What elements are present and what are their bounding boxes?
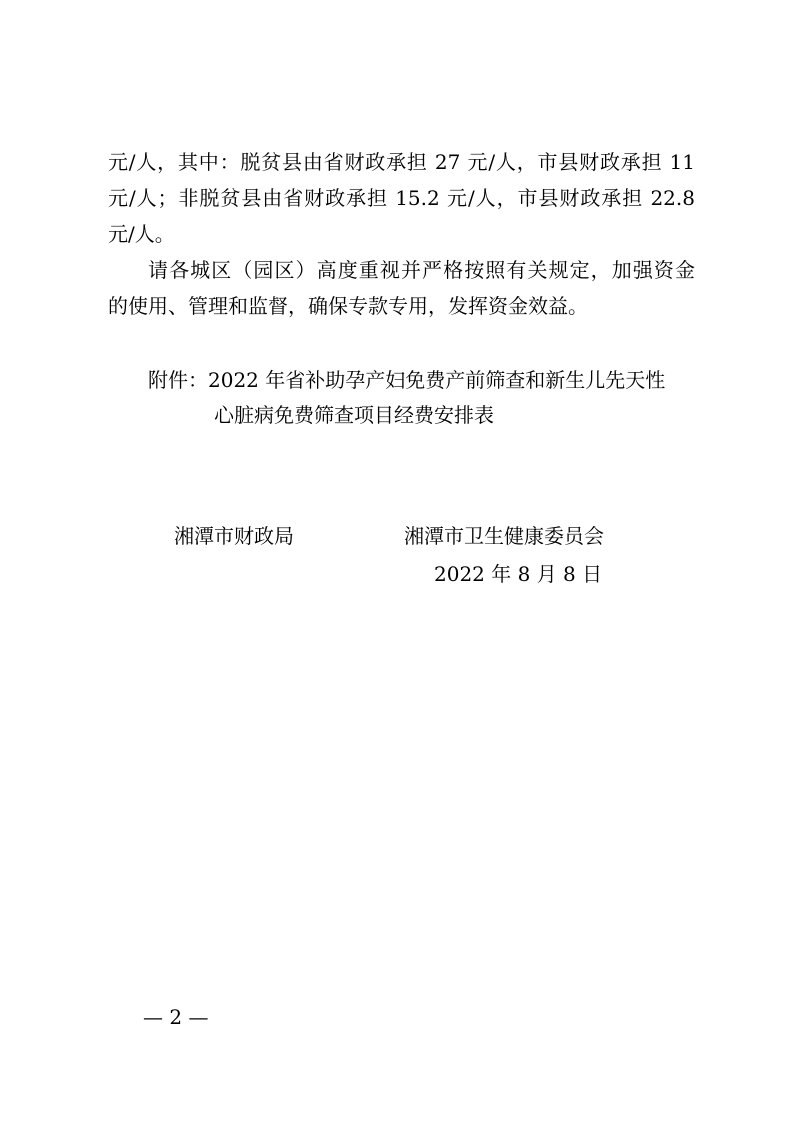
body-line-5: 的使用、管理和监督，确保专款专用，发挥资金效益。 bbox=[108, 294, 588, 318]
body-line-1: 元/人，其中：脱贫县由省财政承担 27 元/人，市县财政承担 11 bbox=[108, 150, 695, 174]
body-line-4: 请各城区（园区）高度重视并严格按照有关规定，加强资金 bbox=[148, 258, 695, 282]
attachment-line-2: 心脏病免费筛查项目经费安排表 bbox=[214, 403, 494, 427]
body-line-3: 元/人。 bbox=[108, 222, 175, 246]
page-number: — 2 — bbox=[143, 1005, 209, 1029]
body-line-2: 元/人；非脱贫县由省财政承担 15.2 元/人，市县财政承担 22.8 bbox=[108, 186, 695, 210]
issuer-finance-bureau: 湘潭市财政局 bbox=[174, 524, 294, 548]
issue-date: 2022 年 8 月 8 日 bbox=[434, 562, 603, 586]
issuer-health-commission: 湘潭市卫生健康委员会 bbox=[404, 524, 604, 548]
attachment-line-1: 附件：2022 年省补助孕产妇免费产前筛查和新生儿先天性 bbox=[148, 368, 666, 392]
